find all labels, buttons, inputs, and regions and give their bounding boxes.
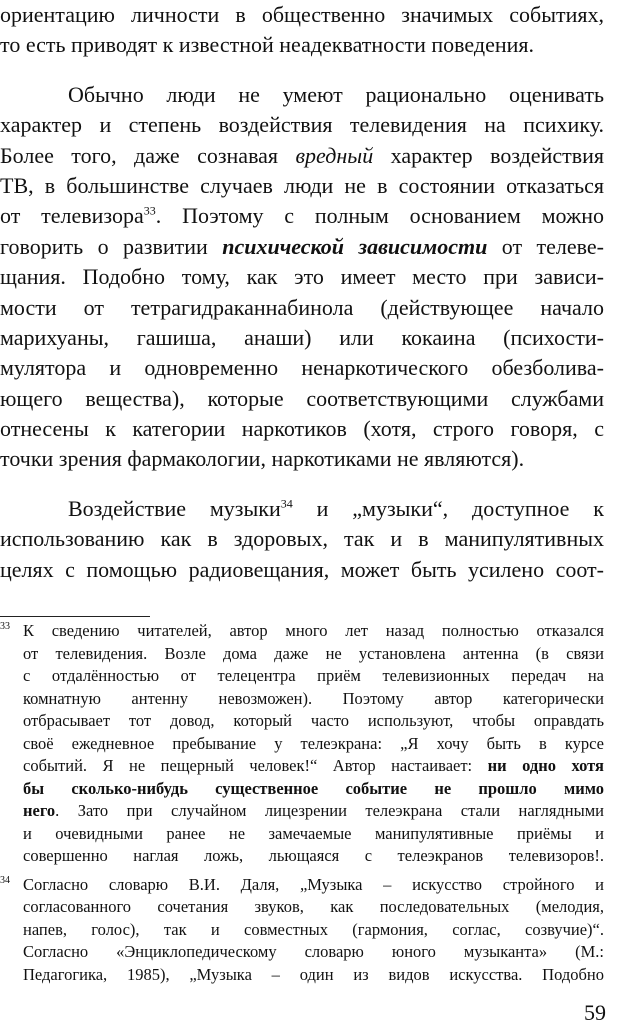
- text-line: целях с помощью радиовещания, может быть усилено соот-: [0, 556, 604, 582]
- footnote-line: и очевидными ранее не замечаемые манипулятивные приёмы и: [23, 823, 604, 843]
- bold-italic-term: психической зависимости: [222, 233, 488, 259]
- text-line: щания. Подобно тому, как это имеет место при зависи-: [0, 264, 604, 290]
- paragraph-first-line: Обычно люди не умеют рационально оценивать: [68, 81, 604, 107]
- footnotes: [0, 620, 604, 986]
- footnote-line: бы сколько-нибудь существенное событие не прошло мимо: [23, 778, 604, 798]
- paragraph-first-line: Воздействие музыки$^{34}$ и „музыки“, доступное к: [68, 495, 604, 521]
- footnote-line: напев, голос), так и совместных (гармония, соглас, созвучие)“.: [23, 919, 604, 939]
- text-line: отнесены к категории наркотиков (хотя, строго говоря, с: [0, 416, 604, 442]
- text-line: мулятора и одновременно ненаркотического обезболива-: [0, 355, 604, 381]
- text-line: использованию как в здоровых, так и в манипулятивных: [0, 526, 604, 552]
- footnote-number: 34: [0, 874, 10, 886]
- emphasis-word: вредный: [295, 142, 374, 168]
- footnote-line: от телевидения. Возле дома даже не установлена антенна (в связи: [23, 643, 604, 663]
- footnote-line: совершенно наглая ложь, льющаяся с телеэкранов телевизоров!.: [23, 846, 604, 865]
- footnote-line: своё ежедневное пребывание у телеэкрана: „Я хочу быть в курсе: [23, 733, 604, 753]
- footnote-line: событий. Я не пещерный человек!“ Автор настаивает: ни одно хотя: [23, 756, 604, 775]
- footnote-line: согласованного сочетания звуков, как последовательных (мелодия,: [23, 897, 604, 916]
- footnote-ref-33[interactable]: 33: [143, 204, 156, 219]
- text-line: ТВ, в большинстве случаев люди не в состоянии отказаться: [0, 172, 604, 198]
- footnote-ref-34[interactable]: 34: [280, 496, 293, 511]
- footnote-33: 33 К сведению читателей, автор много лет назад полностью отказался: [0, 621, 604, 640]
- text-line: характер и степень воздействия телевидения на психику.: [0, 112, 604, 138]
- footnote-number: 33: [0, 621, 10, 632]
- text-line: то есть приводят к известной неадекватности поведения.: [0, 32, 535, 58]
- page-number: 59: [584, 1000, 606, 1025]
- footnote-line: Педагогика, 1985), „Музыка – один из видов искусства. Подобно: [23, 964, 604, 984]
- footnote-separator: [0, 616, 150, 617]
- text-line: ющего вещества), которые соответствующими службами: [0, 385, 604, 411]
- footnote-34: 34 Согласно словарю В.И. Даля, „Музыка – искусство стройного и: [0, 874, 604, 894]
- text-line: говорить о развитии психической зависимости от телеве-: [0, 233, 604, 259]
- text-line: от телевизора$^{33}$. Поэтому с полным основанием можно: [0, 203, 604, 229]
- footnote-line: Согласно «Энциклопедическому словарю юного музыканта» (М.:: [23, 942, 604, 961]
- text-line: марихуаны, гашиша, анаши) или кокаина (психости-: [0, 324, 604, 350]
- text-line: мости от тетрагидраканнабинола (действующее начало: [0, 294, 604, 320]
- text-line: точки зрения фармакологии, наркотиками не являются).: [0, 446, 525, 472]
- text-line: Более того, даже сознавая вредный характер воздействия: [0, 142, 604, 168]
- footnote-line: с отдалённостью от телецентра приём телевизионных передач на: [23, 666, 604, 685]
- footnote-line: отбрасывает тот довод, который часто используют, чтобы оправдать: [23, 711, 604, 730]
- footnote-line: него. Зато при случайном лицезрении телеэкрана стали наглядными: [23, 801, 604, 820]
- footnote-line: комнатную антенну невозможен). Поэтому автор категорически: [23, 688, 604, 708]
- text-line: ориентацию личности в общественно значимых событиях,: [0, 2, 604, 27]
